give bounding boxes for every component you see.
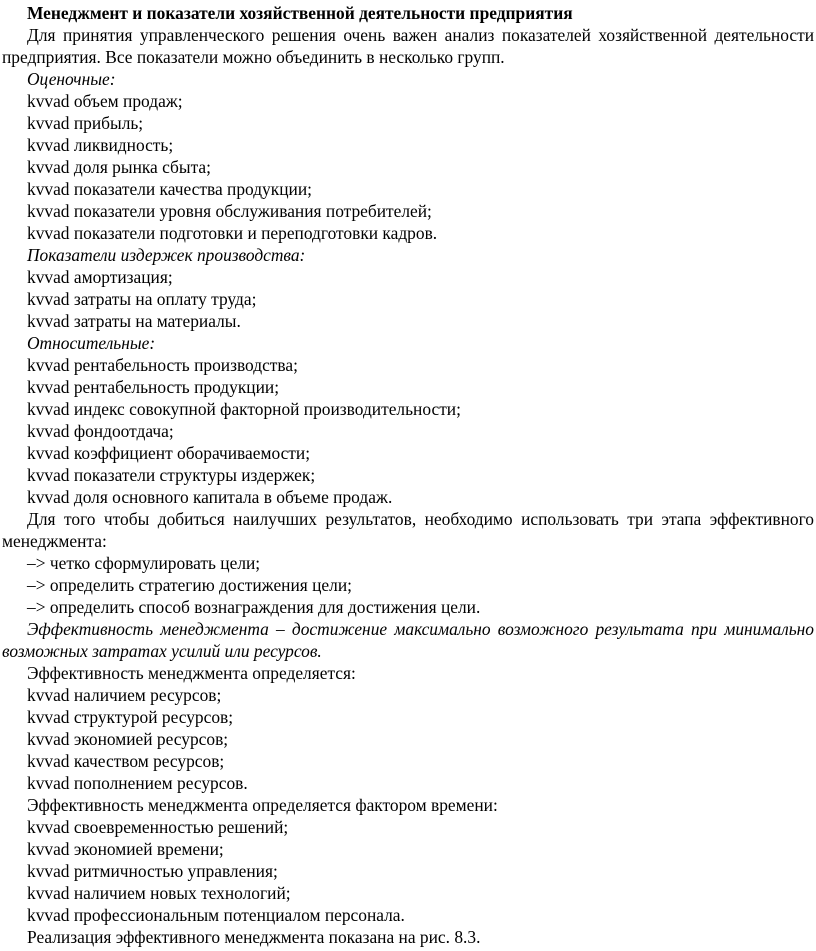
list-item: kvvad наличием новых технологий; — [27, 883, 291, 903]
list-item: –> определить способ вознаграждения для достижения цели. — [27, 597, 481, 617]
list-item: kvvad структурой ресурсов; — [27, 707, 234, 727]
list-item: kvvad профессиональным потенциалом персонала. — [27, 905, 405, 925]
list-item: kvvad затраты на оплату труда; — [27, 289, 257, 309]
list-item: kvvad экономией ресурсов; — [27, 729, 229, 749]
intro-paragraph: Для принятия управленческого решения очень важен анализ показателей хозяйственной деятельности предприятия. Все показатели можно объединить в несколько групп. — [2, 25, 814, 67]
list-item: kvvad фондоотдача; — [27, 421, 174, 441]
list-item: kvvad коэффициент оборачиваемости; — [27, 443, 311, 463]
list-item: kvvad объем продаж; — [27, 91, 183, 111]
group-heading-relative: Относительные: — [27, 333, 156, 353]
list-relative — [2, 354, 814, 508]
document-title: Менеджмент и показатели хозяйственной деятельности предприятия — [27, 3, 573, 23]
list-item: kvvad затраты на материалы. — [27, 311, 241, 331]
list-item: kvvad рентабельность продукции; — [27, 377, 280, 397]
list-time — [2, 816, 814, 926]
list-item: kvvad прибыль; — [27, 113, 144, 133]
list-item: kvvad качеством ресурсов; — [27, 751, 225, 771]
list-item: –> определить стратегию достижения цели; — [27, 575, 352, 595]
list-item: kvvad экономией времени; — [27, 839, 224, 859]
list-item: kvvad ритмичностью управления; — [27, 861, 278, 881]
definition-paragraph: Эффективность менеджмента – достижение максимально возможного результата при минимально возможных затратах усилий или ресурсов. — [2, 619, 814, 661]
stages-intro-paragraph: Для того чтобы добиться наилучших результатов, необходимо использовать три этапа эффективного менеджмента: — [2, 509, 814, 551]
list-stages — [2, 552, 814, 618]
list-item: kvvad ликвидность; — [27, 135, 174, 155]
list-resources — [2, 684, 814, 794]
list-item: kvvad показатели структуры издержек; — [27, 465, 316, 485]
list-evaluative — [2, 90, 814, 244]
group-heading-costs: Показатели издержек производства: — [27, 245, 306, 265]
list-item: –> четко сформулировать цели; — [27, 553, 261, 573]
list-item: kvvad доля рынка сбыта; — [27, 157, 211, 177]
list-item: kvvad своевременностью решений; — [27, 817, 289, 837]
list-item: kvvad наличием ресурсов; — [27, 685, 222, 705]
list-item: kvvad показатели качества продукции; — [27, 179, 312, 199]
list-item: kvvad пополнением ресурсов. — [27, 773, 248, 793]
list-costs — [2, 266, 814, 332]
resources-heading: Эффективность менеджмента определяется: — [27, 663, 356, 683]
list-item: kvvad показатели подготовки и переподготовки кадров. — [27, 223, 438, 243]
time-heading: Эффективность менеджмента определяется фактором времени: — [27, 795, 498, 815]
group-heading-evaluative: Оценочные: — [27, 69, 116, 89]
list-item: kvvad доля основного капитала в объеме продаж. — [27, 487, 393, 507]
closing-line: Реализация эффективного менеджмента показана на рис. 8.3. — [27, 927, 481, 947]
list-item: kvvad амортизация; — [27, 267, 173, 287]
list-item: kvvad рентабельность производства; — [27, 355, 298, 375]
list-item: kvvad показатели уровня обслуживания потребителей; — [27, 201, 432, 221]
list-item: kvvad индекс совокупной факторной производительности; — [27, 399, 461, 419]
